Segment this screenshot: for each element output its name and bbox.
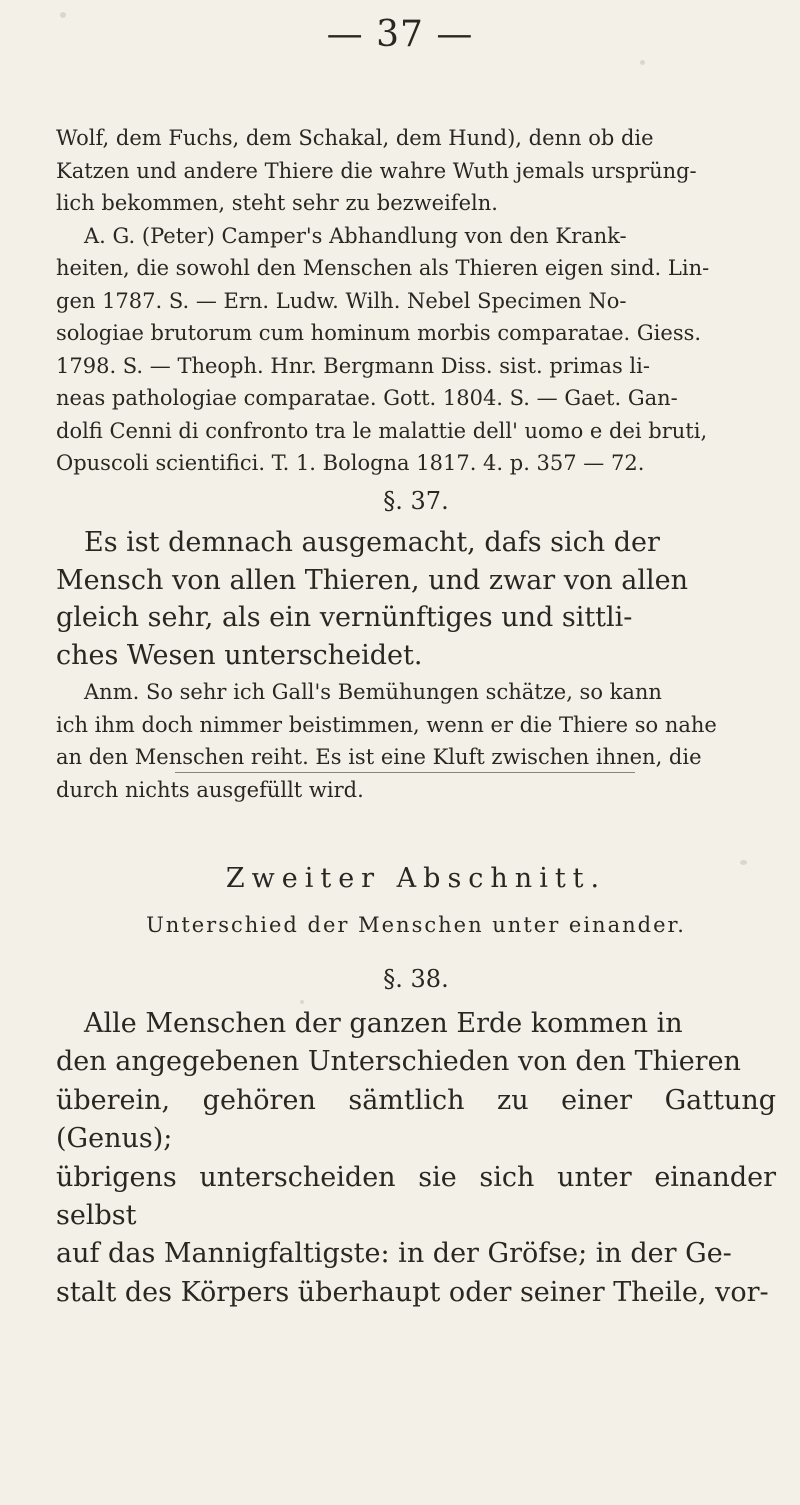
- text-line: überein, gehören sämtlich zu einer Gattung (Genus);: [56, 1084, 776, 1155]
- text-line: neas pathologiae comparatae. Gott. 1804. S. — Gaet. Gan-: [56, 386, 678, 410]
- text-line: Opuscoli scientifici. T. 1. Bologna 1817. 4. p. 357 — 72.: [56, 451, 645, 475]
- part-two-title: Zweiter Abschnitt.: [225, 863, 607, 894]
- text-line: Katzen und andere Thiere die wahre Wuth jemals ursprüng-: [56, 158, 697, 183]
- text-line: A. G. (Peter) Camper's Abhandlung von den Krank-: [84, 223, 627, 248]
- text-line: Es ist demnach ausgemacht, dafs sich der: [84, 527, 660, 558]
- text-line: Mensch von allen Thieren, und zwar von allen: [56, 564, 688, 596]
- top-text: [56, 122, 776, 480]
- text-line: den angegebenen Unterschieden von den Thieren: [56, 1046, 741, 1078]
- text-line: gleich sehr, als ein vernünftiges und sittli-: [56, 602, 633, 633]
- page-number: — 37 —: [326, 14, 474, 55]
- text-line: ches Wesen unterscheidet.: [56, 639, 423, 671]
- text-line: Alle Menschen der ganzen Erde kommen in: [84, 1008, 683, 1039]
- text-line: sologiae brutorum cum hominum morbis comparatae. Giess.: [56, 321, 702, 345]
- text-line: heiten, die sowohl den Menschen als Thieren eigen sind. Lin-: [56, 256, 710, 280]
- section-divider: [175, 772, 635, 773]
- text-line: durch nichts ausgefüllt wird.: [56, 777, 364, 802]
- section-37-note: [56, 676, 776, 806]
- text-line: an den Menschen reiht. Es ist eine Kluft zwischen ihnen, die: [56, 745, 702, 769]
- text-line: stalt des Körpers überhaupt oder seiner Theile, vor-: [56, 1276, 769, 1308]
- section-37-heading: §. 37.: [383, 487, 449, 515]
- text-line: gen 1787. S. — Ern. Ludw. Wilh. Nebel Specimen No-: [56, 288, 627, 313]
- section-38-body: [56, 1005, 776, 1312]
- text-line: Anm. So sehr ich Gall's Bemühungen schätze, so kann: [84, 680, 662, 704]
- text-line: 1798. S. — Theoph. Hnr. Bergmann Diss. sist. primas li-: [56, 353, 650, 378]
- text-line: ich ihm doch nimmer beistimmen, wenn er die Thiere so nahe: [56, 712, 717, 737]
- section-37-body: [56, 524, 776, 674]
- text-line: auf das Mannigfaltigste: in der Gröfse; in der Ge-: [56, 1238, 732, 1270]
- paper-spot: [640, 60, 645, 65]
- text-line: lich bekommen, steht sehr zu bezweifeln.: [56, 191, 498, 215]
- text-line: Wolf, dem Fuchs, dem Schakal, dem Hund), denn ob die: [56, 126, 654, 150]
- part-two-subtitle: Unterschied der Menschen unter einander.: [146, 913, 686, 937]
- text-line: übrigens unterscheiden sie sich unter einander selbst: [56, 1161, 776, 1232]
- text-line: dolfi Cenni di confronto tra le malattie dell' uomo e dei bruti,: [56, 418, 708, 443]
- section-38-heading: §. 38.: [383, 965, 449, 993]
- paper-spot: [300, 1000, 304, 1004]
